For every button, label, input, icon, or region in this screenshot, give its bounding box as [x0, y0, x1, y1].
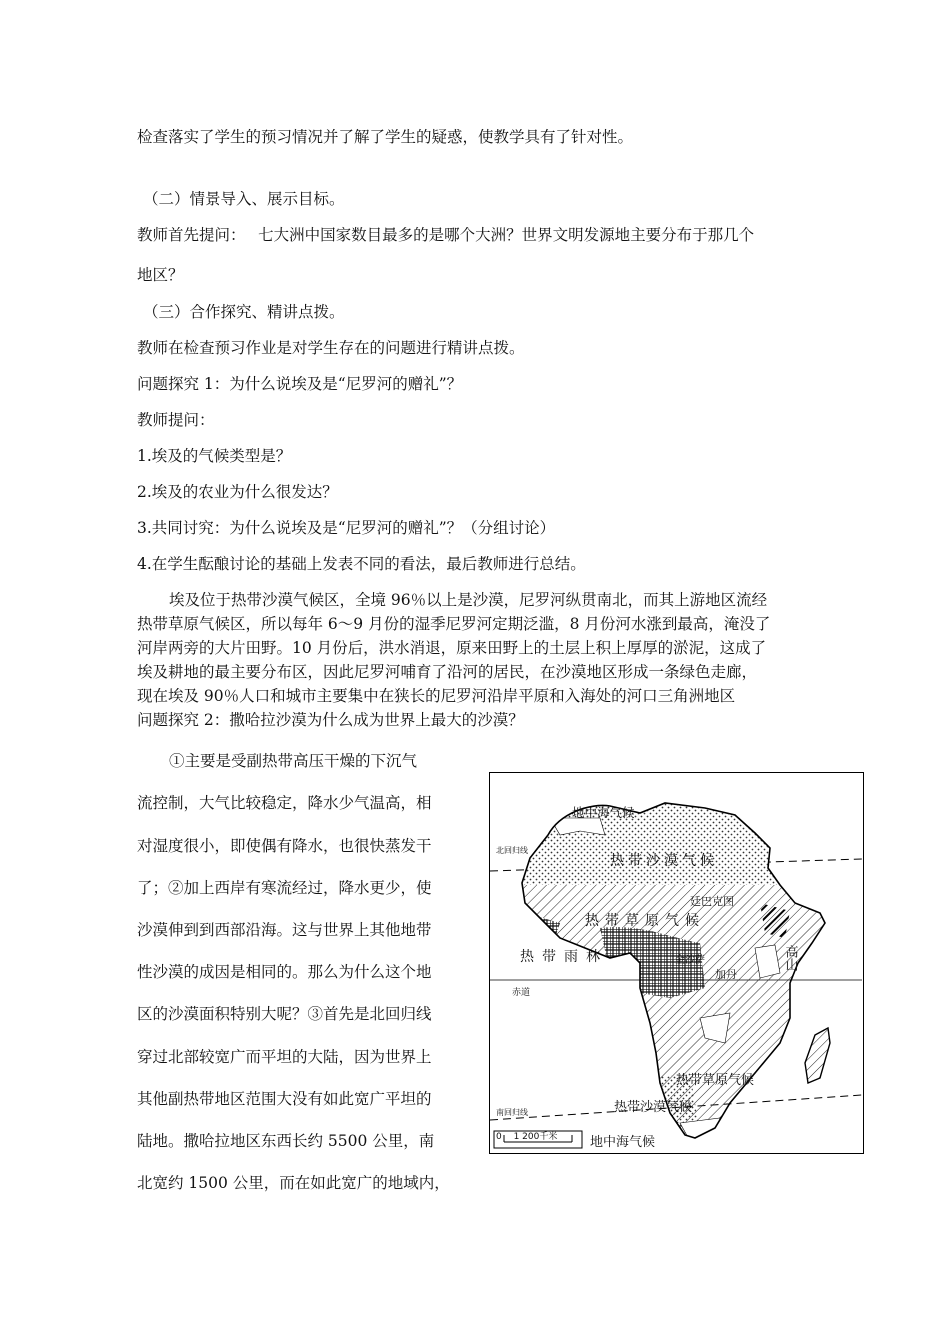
label-savanna-south: 热带草原气候 — [676, 1073, 755, 1088]
summary-line: 热带草原气候区，所以每年 6～9 月份的湿季尼罗河定期泛滥，8 月份河水涨到最高，淹没了 — [137, 615, 771, 633]
side-line: 陆地。撒哈拉地区东西长约 5500 公里，南 — [137, 1132, 435, 1150]
side-line: 北宽约 1500 公里，而在如此宽广的地域内， — [137, 1174, 450, 1192]
question-item-2: 2.埃及的农业为什么很发达？ — [137, 483, 338, 501]
paragraph-review-check: 检查落实了学生的预习情况并了解了学生的疑惑，使教学具有了针对性。 — [137, 128, 634, 146]
label-tropic-south: 南回归线 — [496, 1108, 528, 1117]
label-savanna-north: 热带草原气候 — [585, 913, 705, 929]
summary-line: 河岸两旁的大片田野。10 月份后，洪水消退，原来田野上的土层上积上厚厚的淤泥，这成了 — [137, 639, 767, 657]
label-kinshasa-2: 加丹 — [715, 968, 737, 981]
label-mediterranean-south: 地中海气候 — [590, 1135, 656, 1150]
label-highland: 高山 — [782, 945, 798, 971]
side-line: 对湿度很小，即使偶有降水，也很快蒸发干 — [137, 837, 432, 855]
question-item-3: 3.共同讨究：为什么说埃及是“尼罗河的赠礼”？（分组讨论） — [137, 519, 556, 537]
label-mediterranean-north: 地中海气候 — [572, 805, 635, 820]
paragraph-teacher-asks: 教师提问： — [137, 411, 215, 429]
label-timbuktu: 廷巴克图 — [690, 895, 734, 908]
side-line: 流控制，大气比较稳定，降水少气温高，相 — [137, 794, 432, 812]
side-line: 沙漠伸到到西部沿海。这与世界上其他地带 — [137, 921, 432, 939]
question-inquiry-1: 问题探究 1：为什么说埃及是“尼罗河的赠礼”？ — [137, 375, 463, 393]
paragraph-teacher-guidance: 教师在检查预习作业是对学生存在的问题进行精讲点拨。 — [137, 339, 525, 357]
side-line: 性沙漠的成因是相同的。那么为什么这个地 — [137, 963, 432, 981]
summary-line: 现在埃及 90％人口和城市主要集中在狭长的尼罗河沿岸平原和入海处的河口三角洲地区 — [137, 687, 736, 705]
africa-climate-map-svg — [490, 773, 862, 1152]
question-item-1: 1.埃及的气候类型是？ — [137, 447, 292, 465]
summary-line: 埃及耕地的最主要分布区，因此尼罗河哺育了沿河的居民，在沙漠地区形成一条绿色走廊， — [137, 663, 758, 681]
side-line: ①主要是受副热带高压干燥的下沉气 — [169, 752, 418, 770]
question-item-4: 4.在学生酝酿讨论的基础上发表不同的看法，最后教师进行总结。 — [137, 555, 586, 573]
label-equator: 赤道 — [512, 988, 531, 998]
label-tropic-north: 北回归线 — [496, 846, 528, 855]
label-desert-south: 热带沙漠气候 — [614, 1100, 693, 1115]
section-heading-cooperative-inquiry: （三）合作探究、精讲点拨。 — [143, 303, 345, 321]
label-desert-north: 热带沙漠气候 — [610, 853, 718, 869]
side-line: 其他副热带地区范围大没有如此宽广平坦的 — [137, 1090, 432, 1108]
paragraph-teacher-question: 教师首先提问： 七大洲中国家数目最多的是哪个大洲？世界文明发源地主要分布于那几个 — [137, 226, 755, 244]
label-kinshasa: 金沙萨 — [675, 955, 705, 966]
side-line: 穿过北部较宽广而平坦的大陆，因为世界上 — [137, 1048, 432, 1066]
label-rainforest: 热带雨林 — [520, 949, 608, 965]
label-scale: 0 1 200千米 — [496, 1132, 558, 1142]
africa-climate-map — [489, 772, 864, 1154]
summary-paragraph — [137, 588, 827, 732]
summary-line: 埃及位于热带沙漠气候区，全境 96％以上是沙漠，尼罗河纵贯南北，而其上游地区流经 — [169, 591, 768, 609]
question-inquiry-2: 问题探究 2：撒哈拉沙漠为什么成为世界上最大的沙漠？ — [137, 711, 524, 729]
madagascar-island — [805, 1028, 830, 1083]
side-line: 了；②加上西岸有寒流经过，降水更少，使 — [137, 879, 432, 897]
section-heading-scenario-intro: （二）情景导入、展示目标。 — [143, 190, 345, 208]
paragraph-teacher-question-cont: 地区？ — [137, 266, 184, 284]
side-line: 区的沙漠面积特别大呢？③首先是北回归线 — [137, 1005, 432, 1023]
